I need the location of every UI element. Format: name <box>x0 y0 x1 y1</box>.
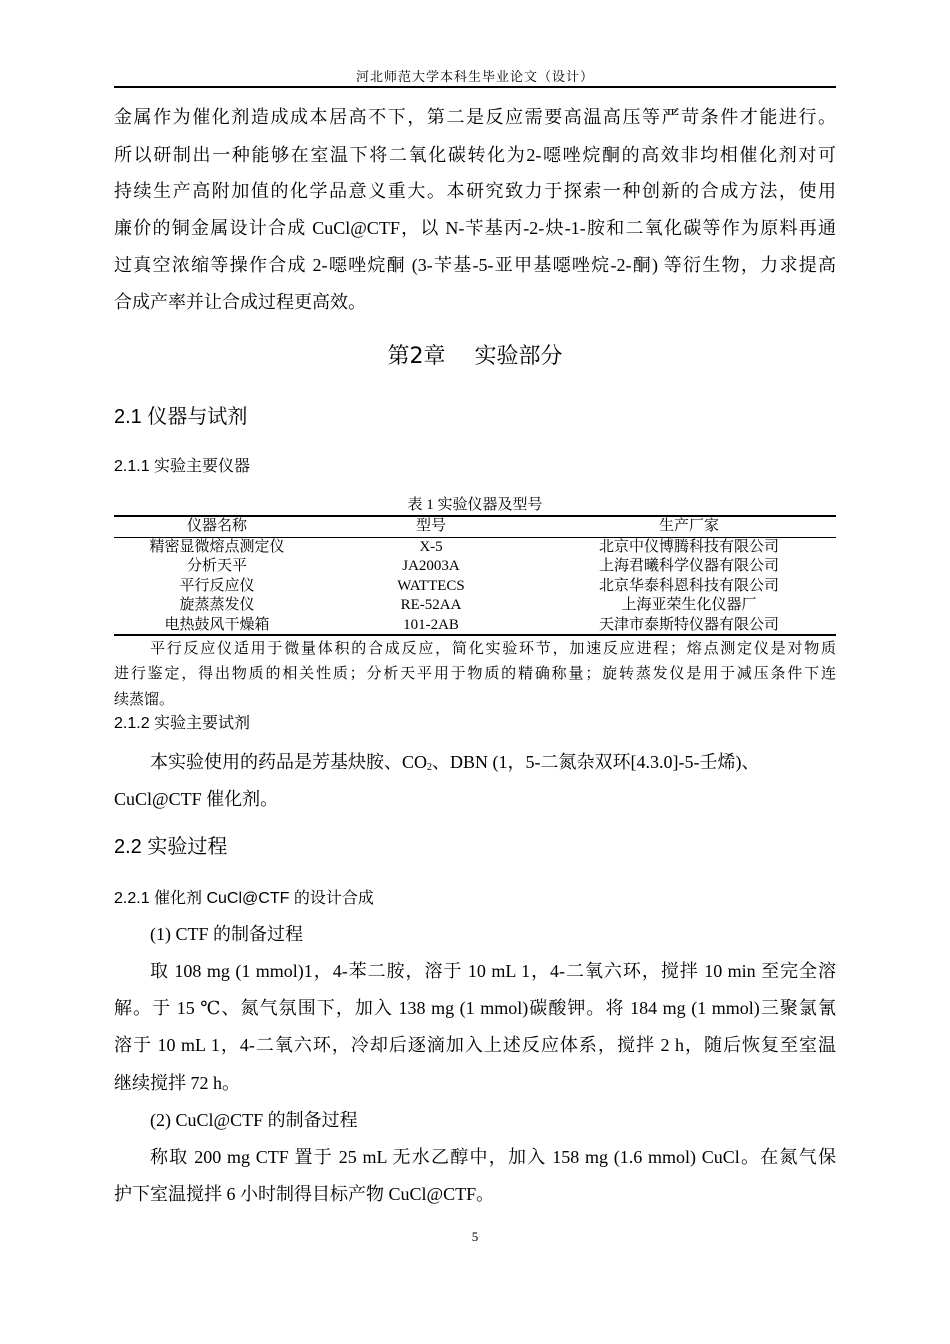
column-header: 生产厂家 <box>542 517 836 537</box>
paragraph-line: 继续搅拌 72 h。 <box>114 1073 240 1093</box>
paragraph-line: 持续生产高附加值的化学品意义重大。本研究致力于探索一种创新的合成方法，使用 <box>114 181 836 201</box>
table-cell: 101-2AB <box>403 616 459 633</box>
table-row <box>114 596 836 616</box>
running-header: 河北师范大学本科生毕业论文（设计） <box>355 69 594 84</box>
table-cell: X-5 <box>419 538 443 555</box>
subsection-heading: 2.1.1 实验主要仪器 <box>114 458 251 475</box>
table-cell: 天津市泰斯特仪器有限公司 <box>598 616 779 633</box>
table-cell: 北京中仪博腾科技有限公司 <box>598 538 779 555</box>
paragraph-line <box>150 750 836 774</box>
section-heading: 2.1 仪器与试剂 <box>114 406 248 428</box>
header-rule <box>114 86 836 88</box>
paragraph-line: 金属作为催化剂造成成本居高不下，第二是反应需要高温高压等严苛条件才能进行。 <box>114 107 836 127</box>
step-title: (2) CuCl@CTF 的制备过程 <box>150 1110 358 1130</box>
table-cell: 分析天平 <box>186 558 247 574</box>
table-note-line: 平行反应仪适用于微量体积的合成反应，简化实验环节，加速反应进程；熔点测定仪是对物质 <box>150 641 836 657</box>
paragraph-line: 溶于 10 mL 1，4-二氧六环，冷却后逐滴加入上述反应体系，搅拌 2 h，随后恢复至室温 <box>114 1035 836 1055</box>
table-note-line: 续蒸馏。 <box>114 692 175 708</box>
paragraph-line: 称取 200 mg CTF 置于 25 mL 无水乙醇中，加入 158 mg (1.6 mmol) CuCl。在氮气保 <box>150 1147 836 1167</box>
instrument-table <box>114 517 836 635</box>
table-cell: 精密显微熔点测定仪 <box>149 538 285 555</box>
table-cell: WATTECS <box>397 577 465 594</box>
subscript: 2 <box>427 762 433 773</box>
table-cell: 电热鼓风干燥箱 <box>164 616 270 633</box>
table-cell: 北京华泰科恩科技有限公司 <box>598 577 779 594</box>
paragraph-line: 护下室温搅拌 6 小时制得目标产物 CuCl@CTF。 <box>114 1184 495 1204</box>
table-row <box>114 577 836 597</box>
text-run: 、DBN (1，5-二氮杂双环[4.3.0]-5-壬烯)、 <box>432 752 760 772</box>
table-cell: 旋蒸蒸发仪 <box>179 597 255 613</box>
table-cell: 上海亚荣生化仪器厂 <box>621 597 757 613</box>
table-cell: JA2003A <box>402 558 460 574</box>
table-row <box>114 557 836 577</box>
section-heading: 2.2 实验过程 <box>114 836 228 858</box>
paragraph-line: 所以研制出一种能够在室温下将二氧化碳转化为2-噁唑烷酮的高效非均相催化剂对可 <box>114 145 836 165</box>
column-header: 仪器名称 <box>114 517 320 537</box>
table-header-row <box>114 517 836 537</box>
table-row <box>114 537 836 557</box>
subsection-heading: 2.1.2 实验主要试剂 <box>114 715 251 732</box>
table-row <box>114 616 836 636</box>
paragraph-line: 合成产率并让合成过程更高效。 <box>114 292 366 312</box>
paragraph-line: 取 108 mg (1 mmol)1，4-苯二胺，溶于 10 mL 1，4-二氧六环，搅拌 10 min 至完全溶 <box>150 961 836 981</box>
page-number: 5 <box>471 1229 479 1244</box>
column-header: 型号 <box>320 517 542 537</box>
paragraph-line: 解。于 15 ℃、氮气氛围下，加入 138 mg (1 mmol)碳酸钾。将 184 mg (1 mmol)三聚氯氰 <box>114 998 836 1018</box>
paragraph-line: 过真空浓缩等操作合成 2-噁唑烷酮 (3-苄基-5-亚甲基噁唑烷-2-酮) 等衍生物，力求提高 <box>114 255 836 275</box>
table-cell: RE-52AA <box>400 597 462 613</box>
text-run: 本实验使用的药品是芳基炔胺、CO <box>150 752 428 772</box>
paragraph-line: CuCl@CTF 催化剂。 <box>114 789 279 809</box>
subsection-heading: 2.2.1 催化剂 CuCl@CTF 的设计合成 <box>114 890 374 907</box>
step-title: (1) CTF 的制备过程 <box>150 924 303 944</box>
table-cell: 平行反应仪 <box>179 577 255 594</box>
table-cell: 上海君曦科学仪器有限公司 <box>598 558 779 574</box>
paragraph-line: 廉价的铜金属设计合成 CuCl@CTF，以 N-苄基丙-2-炔-1-胺和二氧化碳等作为原料再通 <box>114 218 836 238</box>
table-bottom-rule <box>114 634 836 636</box>
table-caption: 表 1 实验仪器及型号 <box>407 497 543 513</box>
table-note-line: 进行鉴定，得出物质的相关性质；分析天平用于物质的精确称量；旋转蒸发仪是用于减压条件下连 <box>114 666 836 682</box>
chapter-title: 第2章 实验部分 <box>387 344 563 369</box>
